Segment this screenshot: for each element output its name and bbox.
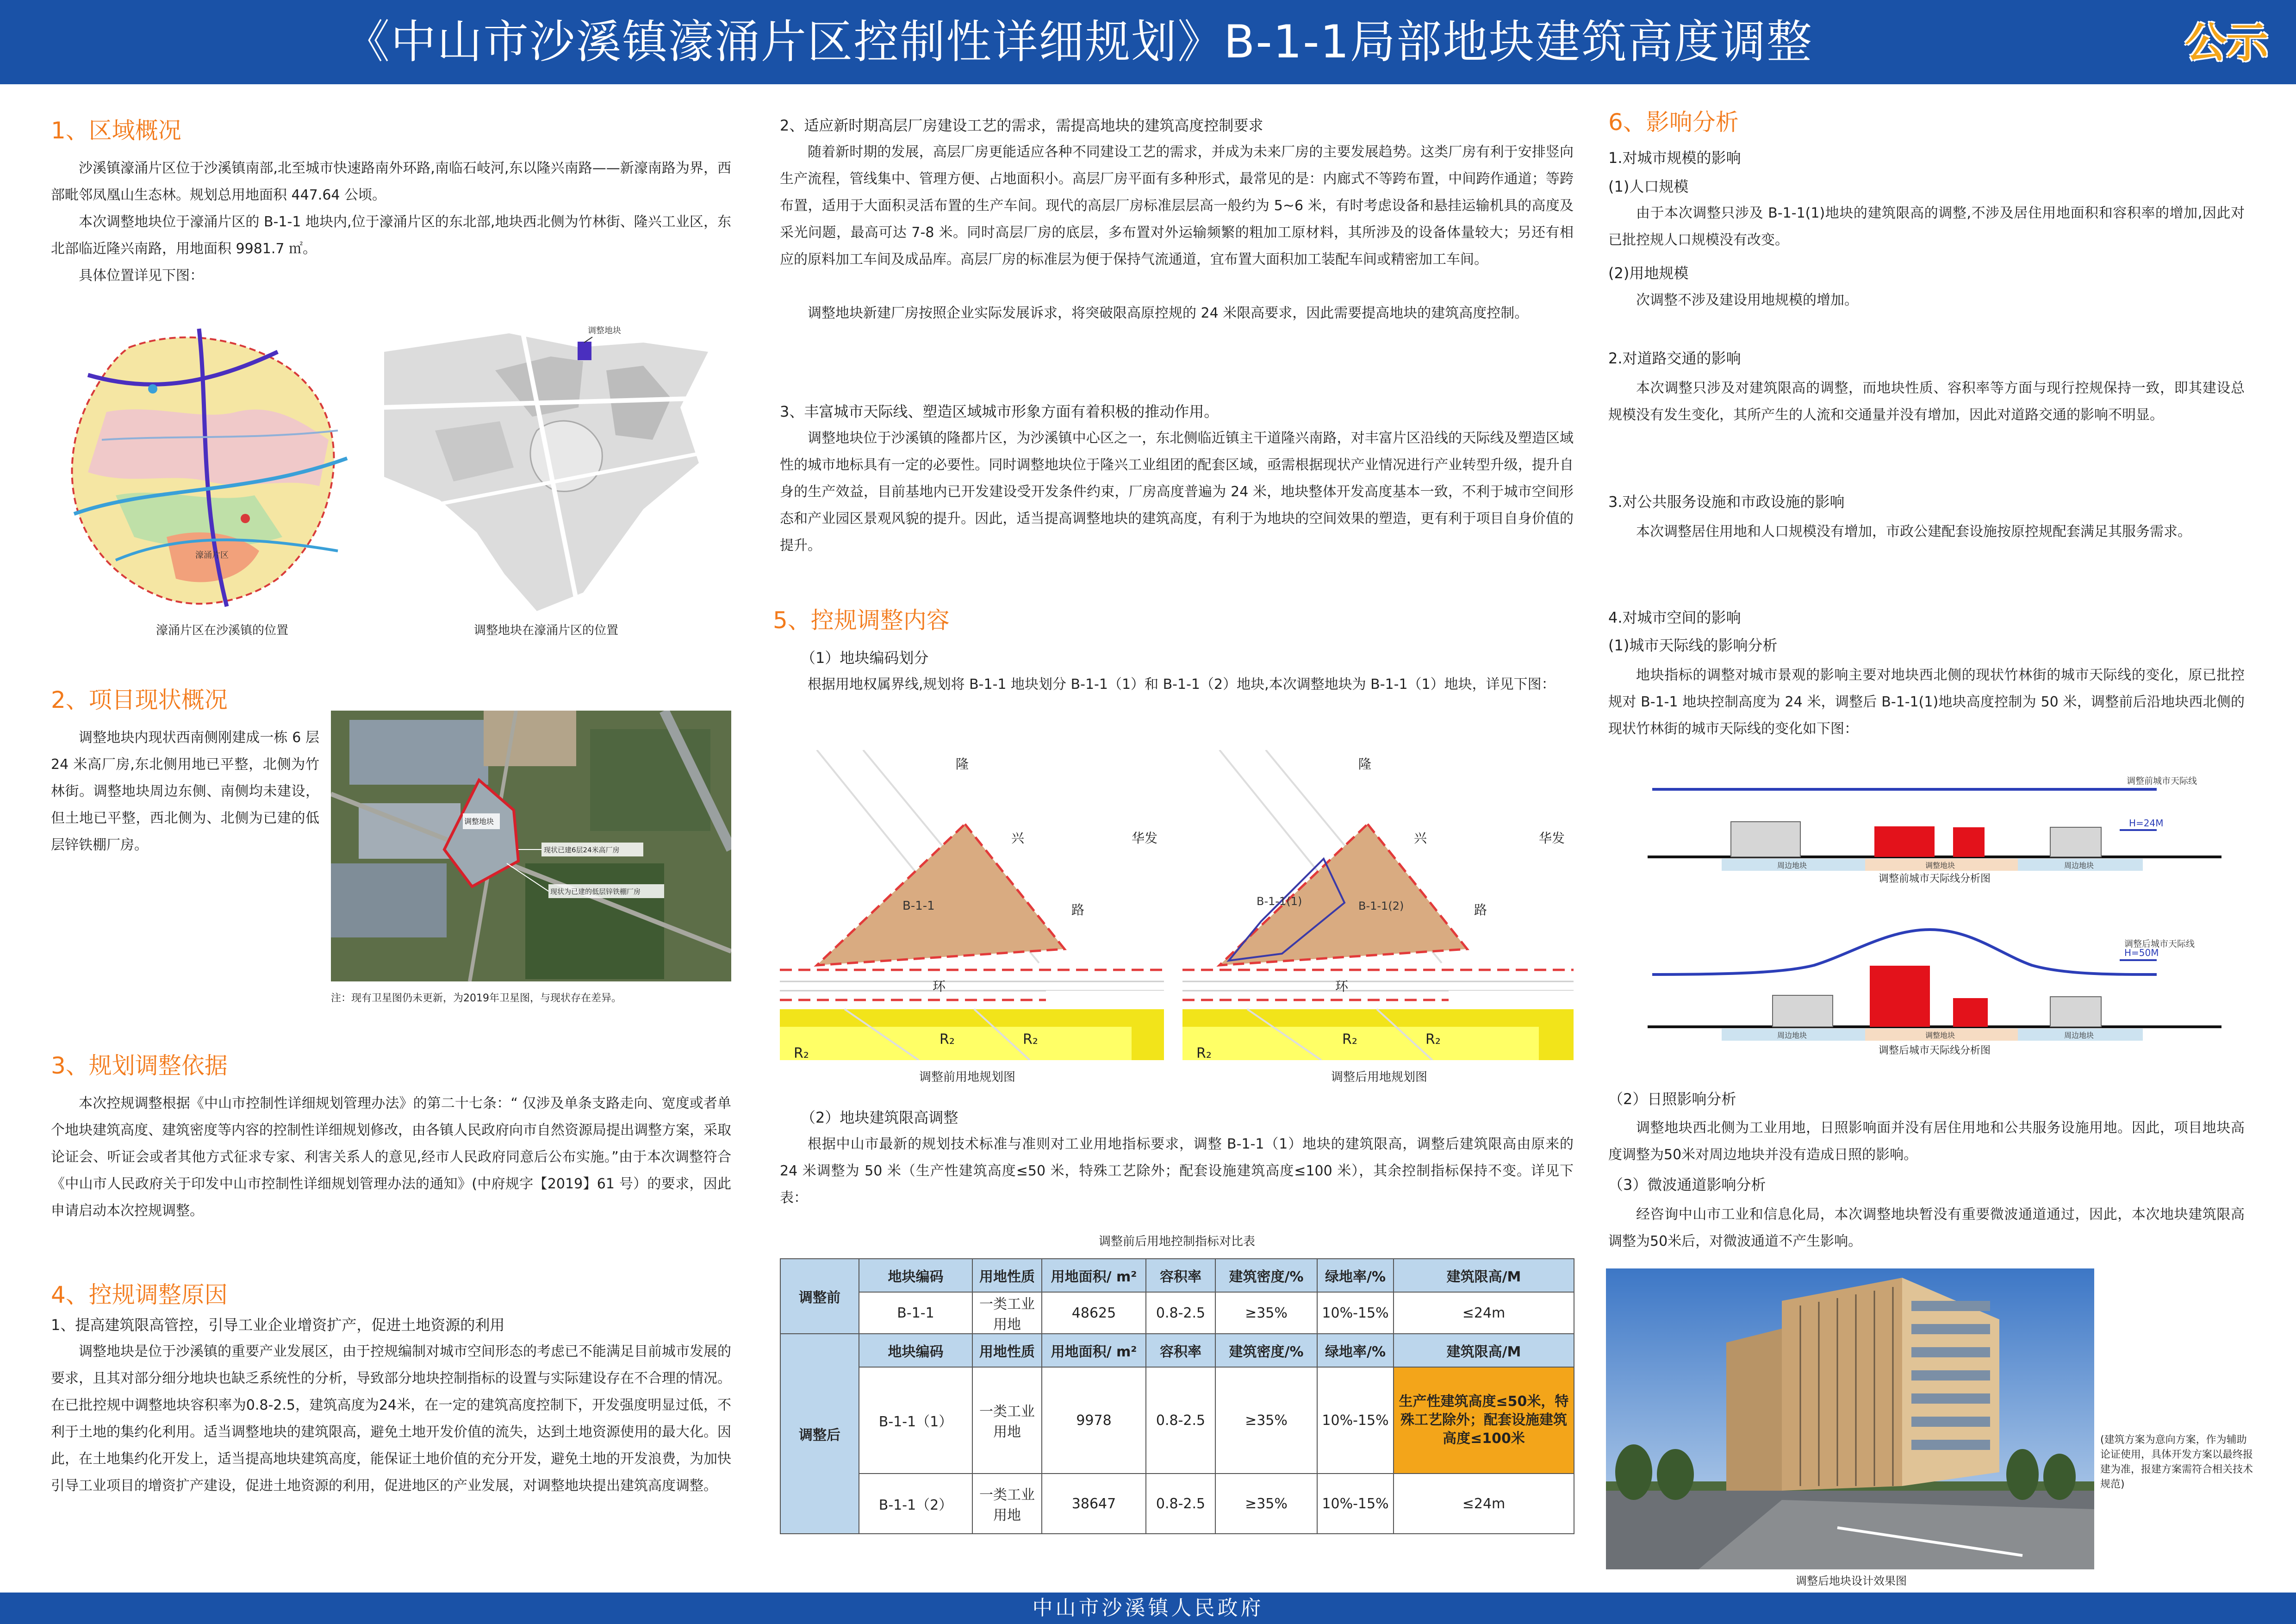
satellite-photo (331, 711, 731, 981)
plan-after-road-xing: 兴 (1414, 831, 1427, 846)
plan-before-zone-3: R₂ (794, 1045, 809, 1060)
header-bar (0, 0, 2296, 84)
th2-code: 地块编码 (859, 1334, 972, 1367)
sec3-para1: 本次控规调整根据《中山市控制性详细规划管理办法》的第二十七条：“ 仅涉及单条支路走向、宽度或者单个地块建筑高度、建筑密度等内容的控制性详细规划修改，由各镇人民政府向市自然资源局提出调整方案，采取论证会、听证会或者其他方式征求专家、利害关系人的意见,经市人民政府同意后公布实施。”由于本次调整符合《中山市人民政府关于印发中山市控制性详细规划管理办法的通知》(中府规字【2019】61 号）的要求，因此申请启动本次控规调整。 (51, 1095, 731, 1219)
design-rendering (1606, 1268, 2094, 1569)
sec1-para1: 沙溪镇濠涌片区位于沙溪镇南部,北至城市快速路南外环路,南临石岐河,东以隆兴南路——新濠南路为界，西部毗邻凤凰山生态林。规划总用地面积 447.64 公顷。 (51, 160, 731, 203)
plan-after-caption: 调整后用地规划图 (1331, 1070, 1427, 1084)
sec3-heading: 3、规划调整依据 (51, 1052, 228, 1079)
sec6-s1b: (2)用地规模 (1608, 264, 1689, 282)
sec4-sub3: 3、丰富城市天际线、塑造区域城市形象方面有着积极的推动作用。 (780, 403, 1219, 420)
land-use-plan-after (1182, 750, 1574, 1060)
cell-a2-density: ≥35% (1215, 1474, 1317, 1534)
plan-before-plot-code: B-1-1 (902, 899, 935, 913)
sec6-s4a: (1)城市天际线的影响分析 (1608, 637, 1778, 654)
sec5-sub1: （1）地块编码划分 (801, 649, 929, 667)
sec6-s2: 2.对道路交通的影响 (1608, 350, 1741, 367)
cell-a1-area: 9978 (1042, 1367, 1146, 1474)
photo-label-plot: 调整地块 (464, 817, 494, 826)
cell-a1-green: 10%-15% (1317, 1367, 1394, 1474)
table-label-before: 调整前 (780, 1259, 859, 1334)
th-code: 地块编码 (859, 1259, 972, 1292)
cell-b-green: 10%-15% (1317, 1292, 1394, 1334)
sec6-s1a: (1)人口规模 (1608, 178, 1689, 195)
ground-after-mid: 调整地块 (1925, 1031, 1955, 1040)
th-height: 建筑限高/M (1394, 1259, 1574, 1292)
table-row-after-2 (780, 1474, 1574, 1534)
th-density: 建筑密度/% (1215, 1259, 1317, 1292)
map1-district-label: 濠涌片区 (195, 550, 229, 560)
sec4-para1: 调整地块是位于沙溪镇的重要产业发展区，由于控规编制对城市空间形态的考虑已不能满足目前城市发展的要求，且其对部分细分地块也缺乏系统性的分析，导致部分地块控制指标的设置与实际建设存在不合理的情况。在已批控规中调整地块容积率为0.8-2.5，建筑高度为24米，在一定的建筑高度控制下，开发强度明显过低，不利于土地的集约化利用。适当调整地块的建筑限高，避免土地开发价值的流失，达到土地资源使用的最大化。因此，在土地集约化开发上，适当提高地块建筑高度，能保证土地价值的充分开发，避免土地的开发浪费，为加快引导工业项目的增资扩产建设，促进土地资源的利用，促进地区的产业发展，对调整地块提出建筑高度调整。 (51, 1343, 731, 1494)
plan-after-road-lu: 路 (1474, 902, 1487, 918)
notice-badge: 公示 (2185, 19, 2268, 67)
plot-location-map (384, 315, 727, 616)
cell-b-area: 48625 (1042, 1292, 1146, 1334)
plan-after-zone-3: R₂ (1196, 1045, 1212, 1060)
th2-area: 用地面积/ m² (1042, 1334, 1146, 1367)
map1-caption: 濠涌片区在沙溪镇的位置 (156, 624, 288, 637)
sec6-para3: 本次调整只涉及对建筑限高的调整，而地块性质、容积率等方面与现行控规保持一致，即其建设总规模没有发生变化，其所产生的人流和交通量并没有增加，因此对道路交通的影响不明显。 (1608, 380, 2245, 423)
cell-a1-height: 生产性建筑高度≤50米，特殊工艺除外；配套设施建筑高度≤100米 (1394, 1367, 1574, 1474)
sec2-heading: 2、项目现状概况 (51, 687, 228, 713)
plan-after-zone-2: R₂ (1425, 1031, 1441, 1048)
sec1-heading: 1、区域概况 (51, 117, 181, 144)
sec5-heading: 5、控规调整内容 (773, 607, 950, 634)
skyline-after-height: H=50M (2124, 947, 2159, 958)
skyline-after-diagram (1648, 921, 2221, 1042)
photo-label-shed: 现状为已建的低层锌铁棚厂房 (550, 887, 641, 896)
cell-a2-height: ≤24m (1394, 1474, 1574, 1534)
map2-caption: 调整地块在濠涌片区的位置 (473, 624, 618, 637)
plan-before-road-huan: 环 (933, 979, 946, 994)
district-location-map (60, 319, 361, 616)
plan-after-zone-1: R₂ (1342, 1031, 1357, 1048)
sec4-sub2: 2、适应新时期高层厂房建设工艺的需求，需提高地块的建筑高度控制要求 (780, 117, 1263, 134)
ground-before-left: 周边地块 (1777, 861, 1807, 870)
photo-label-factory: 现状已建6层24米高厂房 (544, 846, 620, 854)
sec6-s4: 4.对城市空间的影响 (1608, 609, 1741, 626)
plan-before-road-huafa: 华发 (1132, 831, 1158, 846)
th2-height: 建筑限高/M (1394, 1334, 1574, 1367)
th-use: 用地性质 (972, 1259, 1042, 1292)
sec4-para3: 调整地块新建厂房按照企业实际发展诉求，将突破限高原控规的 24 米限高要求，因此需要提高地块的建筑高度控制。 (808, 305, 1529, 321)
skyline-after-caption: 调整后城市天际线分析图 (1878, 1045, 1991, 1056)
sec6-para2: 次调整不涉及建设用地规模的增加。 (1636, 292, 1858, 308)
table-title: 调整前后用地控制指标对比表 (1098, 1235, 1255, 1249)
sec6-para6: 调整地块西北侧为工业用地，日照影响面并没有居住用地和公共服务设施用地。因此，项目地块高度调整为50米对周边地块并没有造成日照的影响。 (1608, 1120, 2245, 1163)
sec6-s3: 3.对公共服务设施和市政设施的影响 (1608, 493, 1845, 511)
sec1-para3: 具体位置详见下图： (79, 268, 204, 284)
page-title: 《中山市沙溪镇濠涌片区控制性详细规划》B-1-1局部地块建筑高度调整 (344, 16, 1813, 69)
ground-after-right: 周边地块 (2064, 1031, 2094, 1040)
sec6-s4c: （3）微波通道影响分析 (1608, 1176, 1766, 1193)
rendering-caption: 调整后地块设计效果图 (1796, 1574, 1907, 1587)
cell-a2-area: 38647 (1042, 1474, 1146, 1534)
skyline-before-height: H=24M (2129, 818, 2164, 829)
sec6-para7: 经咨询中山市工业和信息化局，本次调整地块暂没有重要微波通道通过，因此，本次地块建筑限高调整为50米后，对微波通道不产生影响。 (1608, 1206, 2245, 1249)
cell-a1-far: 0.8-2.5 (1146, 1367, 1215, 1474)
ground-after-left: 周边地块 (1777, 1031, 1807, 1040)
plan-after-road-huafa: 华发 (1539, 831, 1565, 846)
plan-before-zone-2: R₂ (1023, 1031, 1038, 1048)
sec1-para2: 本次调整地块位于濠涌片区的 B-1-1 地块内,位于濠涌片区的东北部,地块西北侧为竹林街、隆兴工业区，东北部临近隆兴南路，用地面积 9981.7 ㎡。 (51, 214, 731, 257)
cell-a2-use: 一类工业用地 (972, 1474, 1042, 1534)
sec6-para1: 由于本次调整只涉及 B-1-1(1)地块的建筑限高的调整,不涉及居住用地面积和容积率的增加,因此对已批控规人口规模没有改变。 (1608, 205, 2245, 248)
plan-before-road-long: 隆 (956, 756, 969, 772)
cell-a2-far: 0.8-2.5 (1146, 1474, 1215, 1534)
sec6-para4: 本次调整居住用地和人口规模没有增加，市政公建配套设施按原控规配套满足其服务需求。 (1636, 524, 2191, 540)
th2-use: 用地性质 (972, 1334, 1042, 1367)
plan-after-road-long: 隆 (1358, 756, 1372, 772)
plan-before-road-xing: 兴 (1011, 831, 1025, 846)
table-header-row-before (780, 1259, 1574, 1292)
sec4-para2: 随着新时期的发展，高层厂房更能适应各种不同建设工艺的需求，并成为未来厂房的主要发展趋势。这类厂房有利于安排竖向生产流程，管线集中、管理方便、占地面积小。高层厂房平面有多种形式，最常见的是：内廊式不等跨布置，中间跨作通道；等跨布置，适用于大面积灵活布置的生产车间。现代的高层厂房标准层层高一般约为 5~6 米，有时考虑设备和悬挂运输机具的高度及采光问题，最高可达 7-8 米。同时高层厂房的底层，多布置对外运输频繁的粗加工原材料，其所涉及的设备体量较大；另还有相应的原料加工车间及成品库。高层厂房的标准层为便于保持气流通道，宜布置大面积加工装配车间或精密加工车间。 (780, 144, 1574, 268)
land-use-plan-before (780, 750, 1164, 1060)
th2-far: 容积率 (1146, 1334, 1215, 1367)
map2-plot-label: 调整地块 (588, 326, 621, 336)
sec2-para1: 调整地块内现状西南侧刚建成一栋 6 层 24 米高厂房,东北侧用地已平整，北侧为竹林街。调整地块周边东侧、南侧均未建设，但土地已平整，西北侧为、北侧为已建的低层锌铁棚厂房。 (51, 730, 319, 853)
th2-green: 绿地率/% (1317, 1334, 1394, 1367)
table-header-row-after (780, 1334, 1574, 1367)
index-comparison-table (780, 1258, 1574, 1534)
ground-before-right: 周边地块 (2064, 861, 2094, 870)
plan-after-road-huan: 环 (1335, 979, 1349, 994)
skyline-after-legend: 调整后城市天际线 (2124, 939, 2195, 949)
sec6-heading: 6、影响分析 (1608, 109, 1739, 136)
satellite-note: 注：现有卫星图仍未更新，为2019年卫星图，与现状存在差异。 (331, 993, 622, 1004)
cell-a1-density: ≥35% (1215, 1367, 1317, 1474)
plan-before-road-lu: 路 (1071, 902, 1085, 918)
plan-before-caption: 调整前用地规划图 (919, 1070, 1015, 1084)
sec4-heading: 4、控规调整原因 (51, 1281, 228, 1308)
sec6-para5: 地块指标的调整对城市景观的影响主要对地块西北侧的现状竹林街的城市天际线的变化，原已批控规对 B-1-1 地块控制高度为 24 米，调整后 B-1-1(1)地块高度控制为 50 米，调整前后沿地块西北侧的现状竹林街的城市天际线的变化如下图： (1608, 667, 2245, 737)
th-far: 容积率 (1146, 1259, 1215, 1292)
th-area: 用地面积/ m² (1042, 1259, 1146, 1292)
cell-b-far: 0.8-2.5 (1146, 1292, 1215, 1334)
skyline-before-legend: 调整前城市天际线 (2127, 776, 2197, 786)
cell-a1-use: 一类工业用地 (972, 1367, 1042, 1474)
footer-bar (0, 1593, 2296, 1624)
th2-density: 建筑密度/% (1215, 1334, 1317, 1367)
cell-b-height: ≤24m (1394, 1292, 1574, 1334)
plan-after-plot1-code: B-1-1(1) (1257, 895, 1302, 908)
sec5-para2: 根据中山市最新的规划技术标准与准则对工业用地指标要求，调整 B-1-1（1）地块的建筑限高，调整后建筑限高由原来的 24 米调整为 50 米（生产性建筑高度≤50 米，特殊工艺除外；配套设施建筑高度≤100 米），其余控制指标保持不变。详见下表： (780, 1136, 1574, 1206)
sec4-sub1: 1、提高建筑限高管控，引导工业企业增资扩产，促进土地资源的利用 (51, 1316, 505, 1334)
plan-after-plot2-code: B-1-1(2) (1358, 899, 1404, 912)
footer-org: 中山市沙溪镇人民政府 (1032, 1596, 1264, 1620)
sec6-s4b: （2）日照影响分析 (1608, 1090, 1736, 1108)
table-label-after: 调整后 (780, 1334, 859, 1534)
cell-b-use: 一类工业用地 (972, 1292, 1042, 1334)
cell-b-code: B-1-1 (859, 1292, 972, 1334)
table-row-after-1 (780, 1367, 1574, 1474)
th-green: 绿地率/% (1317, 1259, 1394, 1292)
rendering-note: (建筑方案为意向方案，作为辅助论证使用，具体开发方案以最终报建为准，报建方案需符合相关技术规范) (2100, 1434, 2253, 1490)
sec5-para1: 根据用地权属界线,规划将 B-1-1 地块划分 B-1-1（1）和 B-1-1（2）地块,本次调整地块为 B-1-1（1）地块，详见下图： (808, 676, 1556, 693)
cell-a1-code: B-1-1（1） (859, 1367, 972, 1474)
cell-a2-code: B-1-1（2） (859, 1474, 972, 1534)
ground-before-mid: 调整地块 (1925, 861, 1955, 870)
cell-b-density: ≥35% (1215, 1292, 1317, 1334)
skyline-before-caption: 调整前城市天际线分析图 (1878, 873, 1991, 885)
plan-before-zone-1: R₂ (940, 1031, 955, 1048)
sec4-para4: 调整地块位于沙溪镇的隆都片区，为沙溪镇中心区之一，东北侧临近镇主干道隆兴南路，对丰富片区沿线的天际线及塑造区域性的城市地标具有一定的必要性。同时调整地块位于隆兴工业组团的配套区域，亟需根据现状产业情况进行产业转型升级，提升自身的生产效益，目前基地内已开发建设受开发条件约束，厂房高度普遍为 24 米，地块整体开发高度基本一致，不利于城市空间形态和产业园区景观风貌的提升。因此，适当提高调整地块的建筑高度，有利于为地块的空间效果的塑造，更有利于项目自身价值的提升。 (780, 430, 1574, 554)
cell-a2-green: 10%-15% (1317, 1474, 1394, 1534)
sec6-s1: 1.对城市规模的影响 (1608, 149, 1741, 167)
sec5-sub2: （2）地块建筑限高调整 (801, 1109, 958, 1126)
